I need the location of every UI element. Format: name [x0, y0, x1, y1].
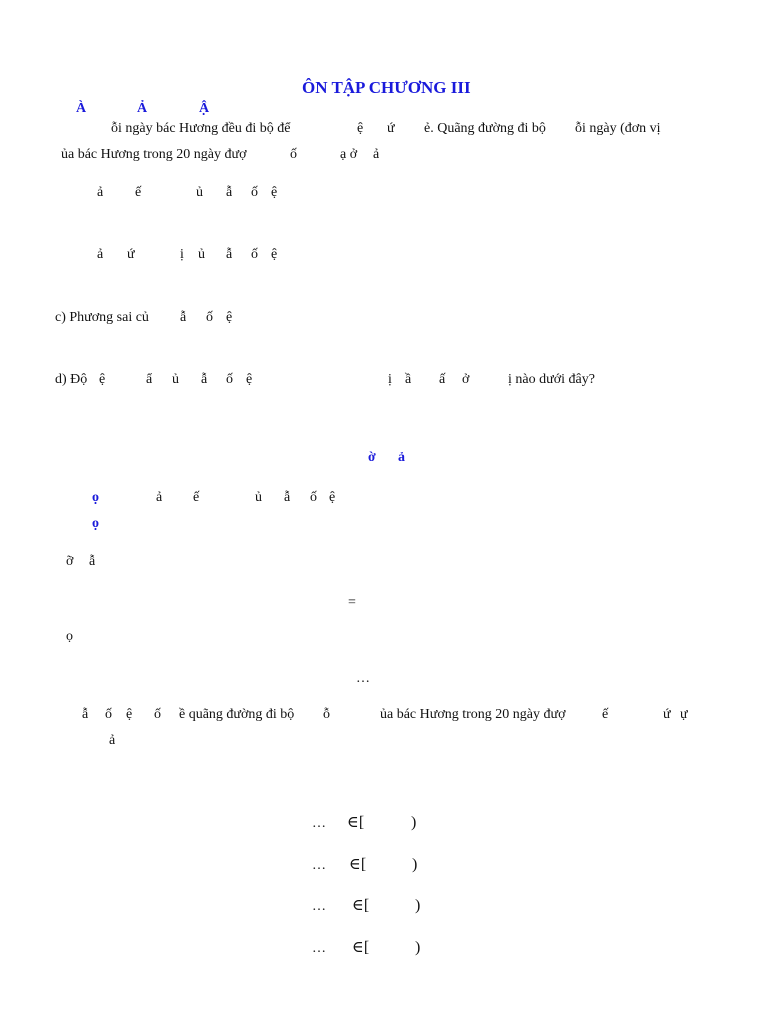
equals-sign: =: [348, 595, 356, 610]
solution-label: ọ: [92, 516, 99, 531]
question-a-text: ả: [97, 185, 104, 200]
question-c-text: ẫ: [180, 310, 187, 325]
question-d-text: ẩ: [146, 372, 153, 387]
question-d-text: ủ: [172, 372, 179, 387]
question-d-text: ầ: [405, 372, 412, 387]
interval-close: ): [411, 814, 417, 831]
question-b-text: ẫ: [226, 247, 233, 262]
solution-text: ự: [680, 707, 688, 722]
question-d-text: ệ: [246, 372, 253, 387]
question-d-text: ố: [226, 372, 233, 387]
solution-text: ẫ: [89, 554, 96, 569]
question-d-text: d) Độ: [55, 372, 88, 387]
question-a-text: ế: [135, 185, 142, 200]
question-d-text: ệ: [99, 372, 106, 387]
question-b-text: ị: [180, 247, 184, 262]
interval-symbol: ∈[: [349, 856, 367, 873]
question-d-text: ị: [388, 372, 392, 387]
solution-label: ọ: [92, 490, 99, 505]
question-d-text: ị nào dưới đây?: [508, 372, 595, 387]
question-d-text: ẫ: [201, 372, 208, 387]
question-a-text: ẫ: [226, 185, 233, 200]
question-b-text: ứ: [127, 247, 135, 262]
question-c-text: ố: [206, 310, 213, 325]
solution-text: ọ: [66, 629, 73, 644]
problem-text: ủa bác Hương trong 20 ngày đượ: [61, 147, 247, 162]
solution-text: ả: [109, 733, 116, 748]
interval-dots: …: [312, 858, 326, 873]
problem-text: ố: [290, 147, 297, 162]
solution-text: ố: [105, 707, 112, 722]
question-b-text: ủ: [198, 247, 205, 262]
question-b-text: ệ: [271, 247, 278, 262]
heading-mark: Ả: [137, 101, 148, 116]
question-a-text: ủ: [196, 185, 203, 200]
interval-close: ): [415, 939, 421, 956]
interval-dots: …: [312, 899, 326, 914]
interval-close: ): [412, 856, 418, 873]
solution-text: ệ: [329, 490, 336, 505]
question-c-text: c) Phương sai củ: [55, 310, 149, 325]
interval-symbol: ∈[: [352, 939, 370, 956]
solution-text: ệ: [126, 707, 133, 722]
solution-text: ố: [310, 490, 317, 505]
ellipsis: …: [356, 671, 370, 686]
solution-text: ế: [602, 707, 609, 722]
problem-text: ứ: [387, 121, 395, 136]
problem-text: ạ ở: [340, 147, 358, 162]
solution-text: ế: [193, 490, 200, 505]
solution-text: ỡ: [66, 554, 74, 569]
problem-text: ẻ. Quãng đường đi bộ: [424, 121, 546, 136]
interval-symbol: ∈[: [347, 814, 365, 831]
interval-dots: …: [312, 941, 326, 956]
interval-dots: …: [312, 816, 326, 831]
heading-mark: Ậ: [199, 101, 210, 116]
solution-text: ỗ: [323, 707, 330, 722]
question-a-text: ố: [251, 185, 258, 200]
question-c-text: ệ: [226, 310, 233, 325]
problem-text: ả: [373, 147, 380, 162]
question-a-text: ệ: [271, 185, 278, 200]
solution-heading: ờ: [368, 450, 376, 465]
solution-text: ố: [154, 707, 161, 722]
question-b-text: ố: [251, 247, 258, 262]
solution-heading: ả: [398, 450, 405, 465]
question-d-text: ở: [462, 372, 470, 387]
page-title: ÔN TẬP CHƯƠNG III: [302, 78, 471, 97]
heading-mark: À: [76, 101, 87, 116]
interval-symbol: ∈[: [352, 897, 370, 914]
solution-text: ủ: [255, 490, 262, 505]
solution-text: ề quãng đường đi bộ: [179, 707, 295, 722]
solution-text: ứ: [663, 707, 671, 722]
solution-text: ả: [156, 490, 163, 505]
interval-close: ): [415, 897, 421, 914]
solution-text: ủa bác Hương trong 20 ngày đượ: [380, 707, 566, 722]
solution-text: ẫ: [284, 490, 291, 505]
problem-text: ệ: [357, 121, 364, 136]
question-d-text: ấ: [439, 372, 446, 387]
problem-text: ỗi ngày bác Hương đều đi bộ để: [111, 121, 291, 136]
problem-text: ỗi ngày (đơn vị: [575, 121, 661, 136]
question-b-text: ả: [97, 247, 104, 262]
solution-text: ẫ: [82, 707, 89, 722]
